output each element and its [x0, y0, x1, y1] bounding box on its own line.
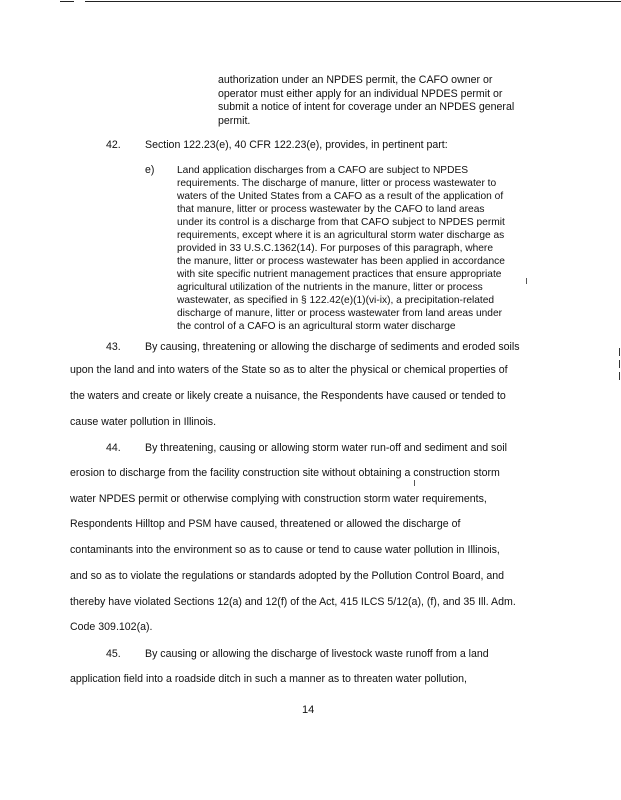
- excerpt-line: the manure, litter or process wastewater has been applied in accordance: [177, 256, 505, 267]
- body-line: and so as to violate the regulations or standards adopted by the Pollution Control Board, and: [70, 570, 505, 582]
- para-44-number: 44.: [106, 442, 121, 454]
- para-45-first-line: By causing or allowing the discharge of livestock waste runoff from a land: [145, 648, 489, 660]
- quote-line: submit a notice of intent for coverage under an NPDES general: [218, 101, 515, 114]
- excerpt-line: under its control is a discharge from that CAFO subject to NPDES permit: [177, 217, 505, 228]
- excerpt-line: Land application discharges from a CAFO are subject to NPDES: [177, 165, 469, 176]
- body-line: Respondents Hilltop and PSM have caused, threatened or allowed the discharge of: [70, 518, 461, 530]
- page-number: 14: [302, 704, 315, 716]
- excerpt-line: requirements, except where it is an agricultural storm water discharge as: [177, 230, 505, 241]
- scan-edge-mark: [619, 372, 620, 380]
- para-42-number: 42.: [106, 139, 121, 151]
- scan-tick-mark: [414, 480, 415, 486]
- excerpt-line: provided in 33 U.S.C.1362(14). For purposes of this paragraph, where: [177, 243, 493, 254]
- quote-block: [218, 74, 548, 128]
- sub-item-label: e): [145, 164, 155, 176]
- para-43-number: 43.: [106, 341, 121, 353]
- top-rule: [85, 1, 621, 2]
- excerpt-line: agricultural utilization of the nutrients in the manure, litter or process: [177, 282, 483, 293]
- body-line: cause water pollution in Illinois.: [70, 416, 217, 428]
- excerpt-line: requirements. The discharge of manure, litter or process wastewater to: [177, 178, 497, 189]
- body-line: thereby have violated Sections 12(a) and 12(f) of the Act, 415 ILCS 5/12(a), (f), and 35 Ill. Adm.: [70, 596, 516, 608]
- excerpt-line: that manure, litter or process wastewater by the CAFO to land areas: [177, 204, 485, 215]
- excerpt-line: waters of the United States from a CAFO as a result of the application of: [177, 191, 504, 202]
- para-45-number: 45.: [106, 648, 121, 660]
- body-line: water NPDES permit or otherwise complying with construction storm water requirements,: [70, 493, 487, 505]
- regulation-excerpt: [177, 164, 522, 333]
- body-line: Code 309.102(a).: [70, 621, 153, 633]
- body-line: the waters and create or likely create a nuisance, the Respondents have caused or tended to: [70, 390, 506, 402]
- excerpt-line: wastewater, as specified in § 122.42(e)(1)(vi-ix), a precipitation-related: [177, 295, 495, 306]
- quote-line: operator must either apply for an individual NPDES permit or: [218, 87, 503, 100]
- body-line: upon the land and into waters of the State so as to alter the physical or chemical properties of: [70, 364, 508, 376]
- para-42-text: Section 122.23(e), 40 CFR 122.23(e), provides, in pertinent part:: [145, 139, 448, 151]
- para-44-first-line: By threatening, causing or allowing storm water run-off and sediment and soil: [145, 442, 507, 454]
- para-43-first-line: By causing, threatening or allowing the discharge of sediments and eroded soils: [145, 341, 520, 353]
- quote-line: authorization under an NPDES permit, the CAFO owner or: [218, 74, 493, 86]
- excerpt-line: discharge of manure, litter or process wastewater from land areas under: [177, 308, 503, 319]
- scan-edge-mark: [619, 360, 620, 368]
- body-line: contaminants into the environment so as to cause or tend to cause water pollution in Illinois,: [70, 544, 500, 556]
- top-left-mark: [60, 1, 74, 2]
- quote-line: permit.: [218, 114, 251, 127]
- excerpt-line: the control of a CAFO is an agricultural storm water discharge: [177, 321, 456, 332]
- body-line: erosion to discharge from the facility construction site without obtaining a construction storm: [70, 467, 500, 479]
- excerpt-line: with site specific nutrient management practices that ensure appropriate: [177, 269, 502, 280]
- body-line: application field into a roadside ditch in such a manner as to threaten water pollution,: [70, 673, 467, 685]
- scan-edge-mark: [619, 348, 620, 356]
- scan-tick-mark: [526, 278, 527, 284]
